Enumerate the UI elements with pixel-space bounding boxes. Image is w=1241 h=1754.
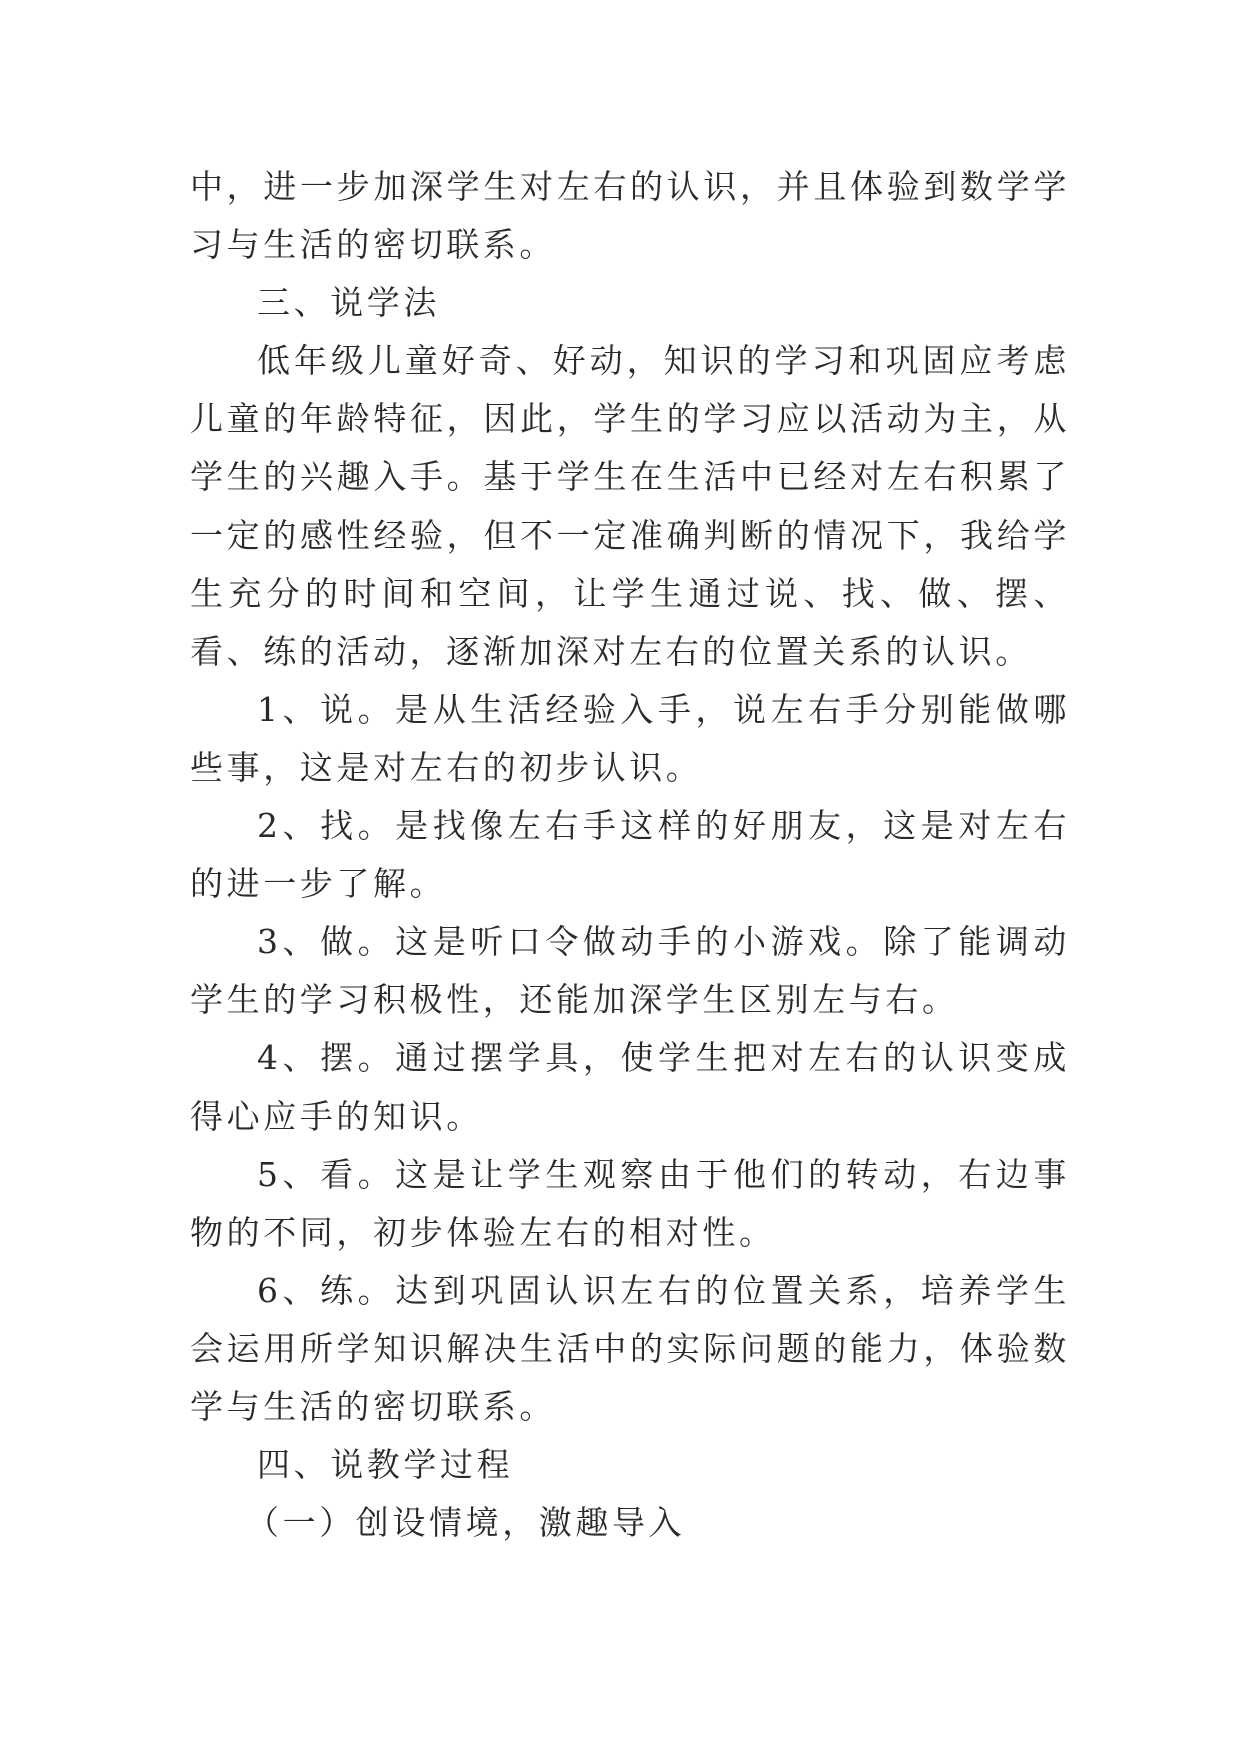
section-heading-teaching-process: 四、说教学过程 [257, 1445, 514, 1485]
list-item-find: 2、找。是找像左右手这样的好朋友，这是对左右的进一步了解。 [190, 806, 1070, 904]
list-item-speak: 1、说。是从生活经验入手，说左右手分别能做哪些事，这是对左右的初步认识。 [190, 689, 1070, 787]
body-text [190, 158, 1070, 1552]
list-item-practice: 6、练。达到巩固认识左右的位置关系，培养学生会运用所学知识解决生活中的实际问题的能力，体验数学与生活的密切联系。 [190, 1270, 1070, 1426]
list-item-arrange: 4、摆。通过摆学具，使学生把对左右的认识变成得心应手的知识。 [190, 1038, 1070, 1136]
section-heading-study-method: 三、说学法 [257, 283, 440, 323]
list-item-do: 3、做。这是听口令做动手的小游戏。除了能调动学生的学习积极性，还能加深学生区别左与右。 [190, 922, 1070, 1020]
paragraph-study-method-intro: 低年级儿童好奇、好动，知识的学习和巩固应考虑儿童的年龄特征，因此，学生的学习应以活动为主，从学生的兴趣入手。基于学生在生活中已经对左右积累了一定的感性经验，但不一定准确判断的情况下，我给学生充分的时间和空间，让学生通过说、找、做、摆、看、练的活动，逐渐加深对左右的位置关系的认识。 [190, 341, 1070, 671]
paragraph-continuation: 中，进一步加深学生对左右的认识，并且体验到数学学习与生活的密切联系。 [190, 167, 1070, 265]
subsection-heading-scenario: （一）创设情境，激趣导入 [246, 1503, 686, 1543]
list-item-look: 5、看。这是让学生观察由于他们的转动，右边事物的不同，初步体验左右的相对性。 [190, 1154, 1070, 1252]
